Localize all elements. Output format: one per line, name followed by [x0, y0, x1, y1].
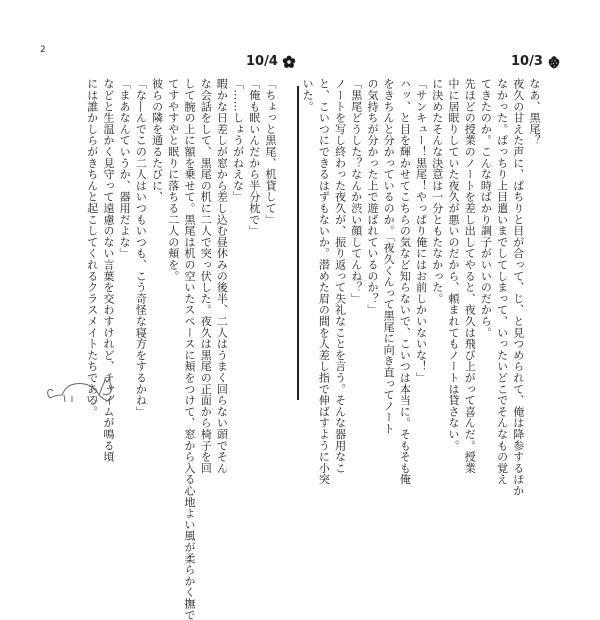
right-page-body: なあ、黒尾？ 夜久の甘えた声に、ぱちりと目が合って、じ、と見つめられて、俺は降参するほか なかった。ぱっちり上目遣いまでしてしまって、いったいどこでそんなもの覚え てきたのか。こんな時ばかり調子がいいのだから。 先ほどの授業のノートを差し出してやると、夜久は飛び上がって喜んだ。授業 中に居眠りしていた夜久が悪いのだから、頼まれてもノートは貸さない。 に決めたそんな決意は一分ともたなかった。 「サンキュー！黒尾！やっぱり俺にはお前しかいないな！」 ハッ、と目を輝かせてこちらの気など知らないで、こいつは本当に。そもそも俺 をきちんと分かっているのか。「夜久くんって黒尾に向き直ってノート の気持ちが分かった上で遊ばれているのか？」 「黒尾どうした？なんか渋い顔してんね？」 ノートを写し終わった夜久が、振り返って失礼なことを言う。そんな器用なこ と、こいつにできるはずもないか。潜めた眉の間を人差し指で伸ばすように小突 いた。	[301, 78, 541, 497]
left-page-date: 10/4	[246, 54, 278, 69]
cat-illustration	[44, 358, 116, 404]
right-page-date-heading	[511, 54, 561, 69]
strawberry-icon	[547, 55, 561, 69]
page-divider	[297, 86, 299, 400]
right-page-date: 10/3	[511, 54, 543, 69]
left-page-date-heading	[246, 54, 296, 69]
left-page-body: 「ちょっと黒尾、机貸して」 「俺も眠いんだから半分枕で」 「……しょうがねえな」 暇かな日差しが窓から差し込む昼休みの後半、二人はうまく回らない頭でそん な会話をして、黒尾の机に二人で突っ伏した。夜久は黒尾の正面から椅子を回 して腕の上に額を乗せて。黒尾は机の空いたスペースに頬をつけて、窓から入る心地よい風が柔らかく撫で てすやすやと眠りに落ちる二人の頬を。 彼らの隣を通るたびに、 「な―んでこの二人はいつもいつも、こう奇怪な寝方をするかね」 「まあなんていうか、器用だよな」 などと生温かく見守って遠慮のない言葉を交わすけれど、チャイムが鳴る頃 には誰かしらがきちんと起こしてくれるクラスメイトたちである。	[85, 78, 277, 620]
flower-icon	[282, 55, 296, 69]
page-number: 2	[40, 45, 46, 55]
